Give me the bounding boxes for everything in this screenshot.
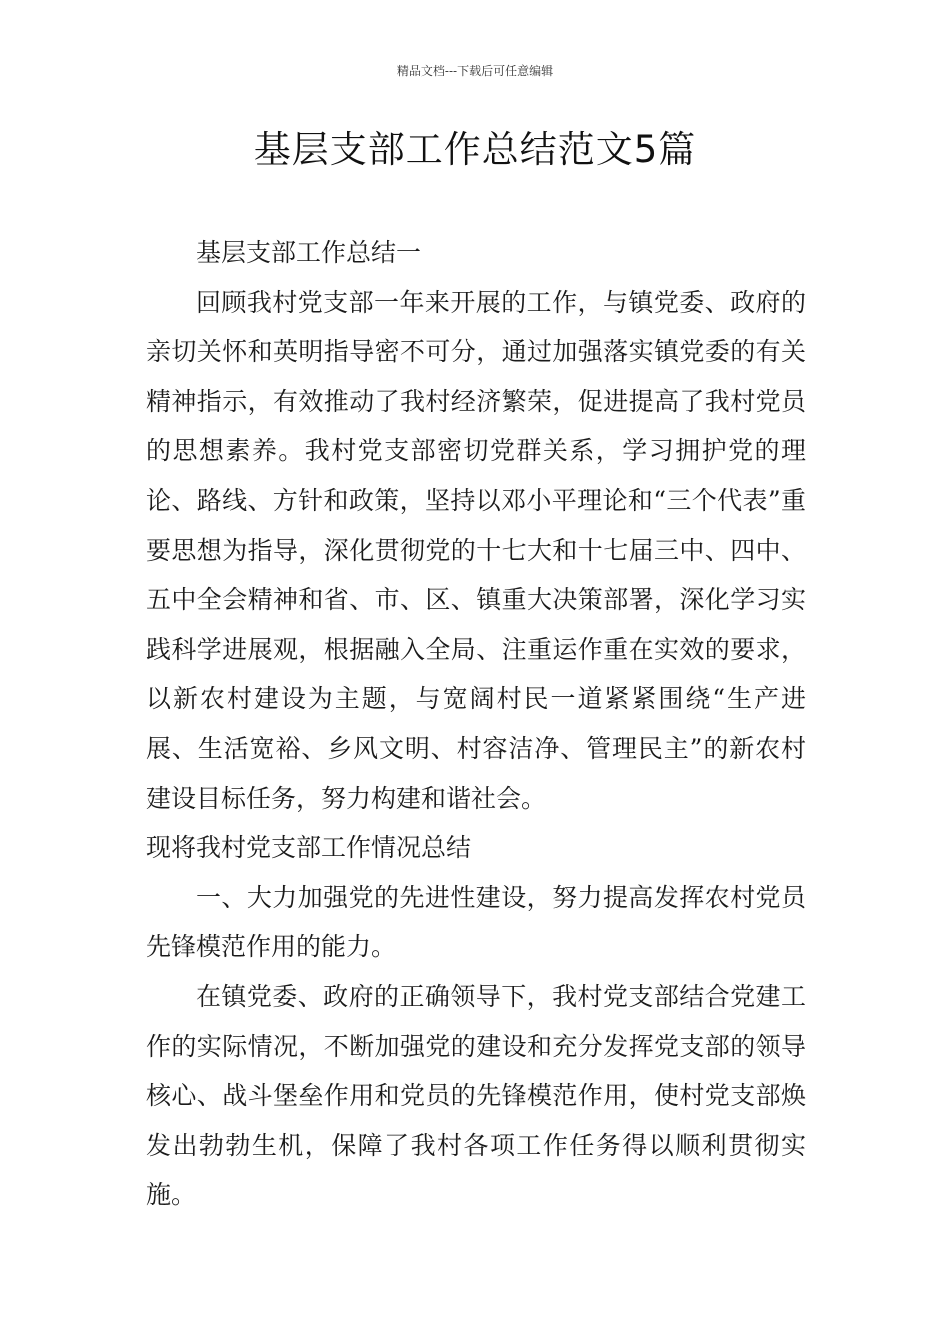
document-body <box>146 228 806 1220</box>
paragraph-intro: 回顾我村党支部一年来开展的工作，与镇党委、政府的亲切关怀和英明指导密不可分，通过加强落实镇党委的有关精神指示，有效推动了我村经济繁荣，促进提高了我村党员的思想素养。我村党支部密切党群关系，学习拥护党的理论、路线、方针和政策，坚持以邓小平理论和“三个代表”重要思想为指导，深化贯彻党的十七大和十七届三中、四中、五中全会精神和省、市、区、镇重大决策部署，深化学习实践科学进展观，根据融入全局、注重运作重在实效的要求，以新农村建设为主题，与宽阔村民一道紧紧围绕“生产进展、生活宽裕、乡风文明、村容洁净、管理民主”的新农村建设目标任务，努力构建和谐社会。 <box>146 287 806 813</box>
paragraph-summary-lead: 现将我村党支部工作情况总结 <box>146 833 472 863</box>
page-header-note: 精品文档---下载后可任意编辑 <box>396 64 554 78</box>
paragraph-point-one-detail: 在镇党委、政府的正确领导下，我村党支部结合党建工作的实际情况，不断加强党的建设和充分发挥党支部的领导核心、战斗堡垒作用和党员的先锋模范作用，使村党支部焕发出勃勃生机，保障了我村各项工作任务得以顺利贯彻实施。 <box>146 981 806 1210</box>
section-heading: 基层支部工作总结一 <box>196 238 422 267</box>
document-title: 基层支部工作总结范文5篇 <box>253 128 697 171</box>
paragraph-point-one: 一、大力加强党的先进性建设，努力提高发挥农村党员先锋模范作用的能力。 <box>146 882 806 962</box>
